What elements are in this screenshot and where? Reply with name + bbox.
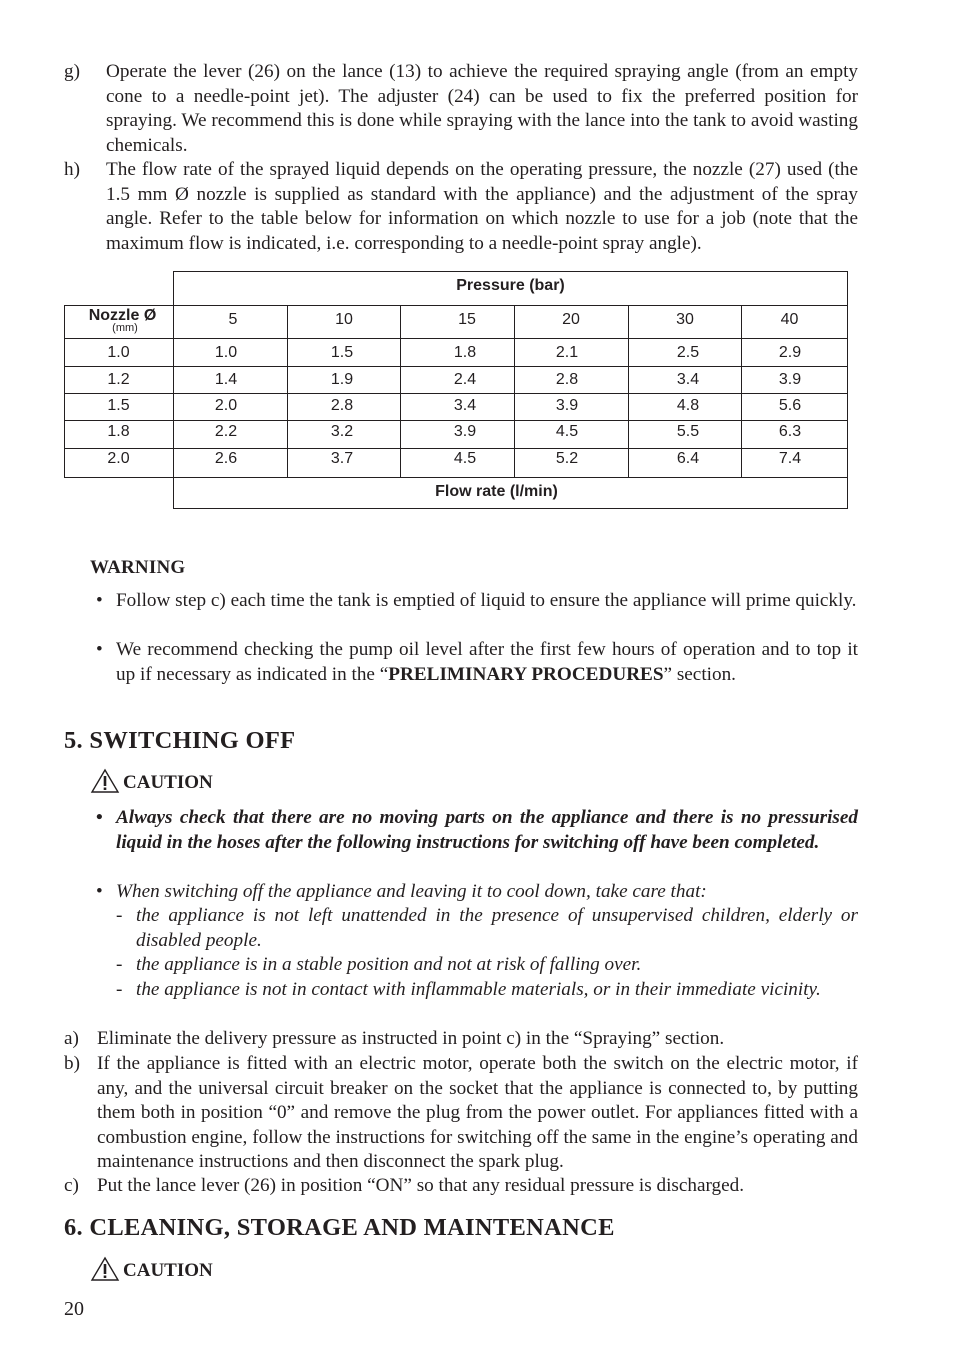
- caution-label: CAUTION: [123, 1260, 213, 1281]
- bullet-dot: •: [96, 590, 103, 611]
- step-a-text: Eliminate the delivery pressure as instructed in point c) in the “Spraying” section.: [97, 1028, 725, 1049]
- flow-value: 2.4: [453, 371, 477, 388]
- flow-value: 2.1: [555, 344, 579, 361]
- warning-bullet-2-text: We recommend checking the pump oil level after the first few hours of operation and to top it up if necessary as indicated in the “: [116, 639, 858, 685]
- dash-marker: -: [116, 954, 123, 975]
- flow-value: 2.5: [676, 344, 700, 361]
- flow-value: 1.5: [330, 344, 354, 361]
- bullet-dot: •: [96, 881, 103, 902]
- flow-value: 1.0: [214, 344, 238, 361]
- nozzle-header: Nozzle Ø: [88, 307, 157, 324]
- step-h-text: The flow rate of the sprayed liquid depends on the operating pressure, the nozzle (27) used (the 1.5 mm Ø nozzle is supplied as standard with the appliance) and the adjustment of the spray angle. Refer to the table below for information on which nozzle to use for a job (note that the maximum flow is indicated, i.e. corresponding to a needle-point spray angle).: [106, 159, 858, 254]
- caution-italic-bullet: When switching off the appliance and leaving it to cool down, take care that:: [116, 881, 707, 902]
- section-6-caution: [90, 1256, 213, 1282]
- warning-title: WARNING: [90, 557, 186, 578]
- nozzle-size: 1.5: [107, 397, 130, 414]
- section-6-heading: 6. CLEANING, STORAGE AND MAINTENANCE: [64, 1214, 615, 1241]
- pressure-header: Pressure (bar): [456, 277, 565, 294]
- flow-value: 5.6: [778, 397, 802, 414]
- flow-value: 3.9: [453, 423, 477, 440]
- flow-value: 1.4: [214, 371, 238, 388]
- step-b-marker: b): [64, 1053, 80, 1074]
- flow-value: 2.8: [330, 397, 354, 414]
- flow-value: 2.0: [214, 397, 238, 414]
- warning-bullet-2: [116, 638, 858, 687]
- flow-value: 3.2: [330, 423, 354, 440]
- flow-value: 1.9: [330, 371, 354, 388]
- step-c-text: Put the lance lever (26) in position “ON” so that any residual pressure is discharged.: [97, 1175, 745, 1196]
- step-h-marker: h): [64, 159, 80, 180]
- nozzle-unit: (mm): [112, 322, 138, 334]
- step-g-marker: g): [64, 61, 80, 82]
- warning-bullet-1: Follow step c) each time the tank is emptied of liquid to ensure the appliance will prime quickly.: [116, 590, 857, 611]
- preliminary-procedures-ref: PRELIMINARY PROCEDURES: [388, 663, 664, 685]
- flow-value: 3.4: [453, 397, 477, 414]
- step-c-marker: c): [64, 1175, 79, 1196]
- flow-value: 2.2: [214, 423, 238, 440]
- flow-value: 4.8: [676, 397, 700, 414]
- section-5-heading: 5. SWITCHING OFF: [64, 727, 296, 754]
- flow-value: 5.2: [555, 450, 579, 467]
- warning-bullet-2-end: ” section.: [663, 663, 736, 685]
- flow-value: 3.4: [676, 371, 700, 388]
- flow-value: 6.3: [778, 423, 802, 440]
- caution-label: CAUTION: [123, 772, 213, 793]
- flow-value: 2.8: [555, 371, 579, 388]
- page-number: 20: [64, 1298, 84, 1320]
- step-b-text: If the appliance is fitted with an electric motor, operate both the switch on the electric motor, if any, and the universal circuit breaker on the socket that the appliance is connected to, by putting them both in position “0” and remove the plug from the power outlet. For appliances fitted with a combustion engine, follow the instructions for switching off the same in the engine’s operating and maintenance instructions and then disconnect the spark plug.: [97, 1053, 858, 1173]
- pressure-value: 5: [228, 311, 238, 328]
- warning-triangle-icon: [90, 1256, 120, 1282]
- pressure-value: 20: [562, 311, 580, 328]
- pressure-value: 40: [780, 311, 799, 328]
- flow-value: 6.4: [676, 450, 700, 467]
- step-a-marker: a): [64, 1028, 79, 1049]
- flow-value: 4.5: [453, 450, 477, 467]
- step-g-text: Operate the lever (26) on the lance (13) to achieve the required spraying angle (from an empty cone to a needle-point jet). The adjuster (24) can be used to fix the preferred position for spraying. We recommend this is done while spraying with the lance into the tank to avoid wasting chemicals.: [106, 61, 858, 156]
- nozzle-size: 1.2: [107, 371, 130, 388]
- flow-value: 3.9: [778, 371, 802, 388]
- caution-dash-1: the appliance is not left unattended in the presence of unsupervised children, elderly or disabled people.: [136, 905, 858, 951]
- dash-marker: -: [116, 979, 123, 1000]
- pressure-value: 10: [335, 311, 353, 328]
- warning-triangle-icon: [90, 768, 120, 794]
- dash-marker: -: [116, 905, 123, 926]
- caution-bold-bullet: Always check that there are no moving parts on the appliance and there is no pressurised liquid in the hoses after the following instructions for switching off have been completed.: [116, 807, 858, 853]
- nozzle-size: 2.0: [107, 450, 130, 467]
- flow-value: 3.9: [555, 397, 579, 414]
- flow-value: 2.6: [214, 450, 238, 467]
- flow-value: 2.9: [778, 344, 802, 361]
- flow-value: 3.7: [330, 450, 354, 467]
- bullet-dot: •: [96, 807, 103, 828]
- pressure-value: 15: [458, 311, 476, 328]
- caution-dash-2: the appliance is in a stable position and not at risk of falling over.: [136, 954, 642, 975]
- caution-dash-3: the appliance is not in contact with inflammable materials, or in their immediate vicinity.: [136, 979, 821, 1000]
- bullet-dot: •: [96, 639, 103, 660]
- nozzle-size: 1.0: [107, 344, 130, 361]
- section-5-caution: [90, 768, 213, 794]
- flow-value: 5.5: [676, 423, 700, 440]
- flow-rate-footer: Flow rate (l/min): [435, 483, 558, 500]
- flow-value: 7.4: [778, 450, 802, 467]
- nozzle-size: 1.8: [107, 423, 130, 440]
- flow-value: 1.8: [453, 344, 477, 361]
- flow-value: 4.5: [555, 423, 579, 440]
- pressure-value: 30: [676, 311, 694, 328]
